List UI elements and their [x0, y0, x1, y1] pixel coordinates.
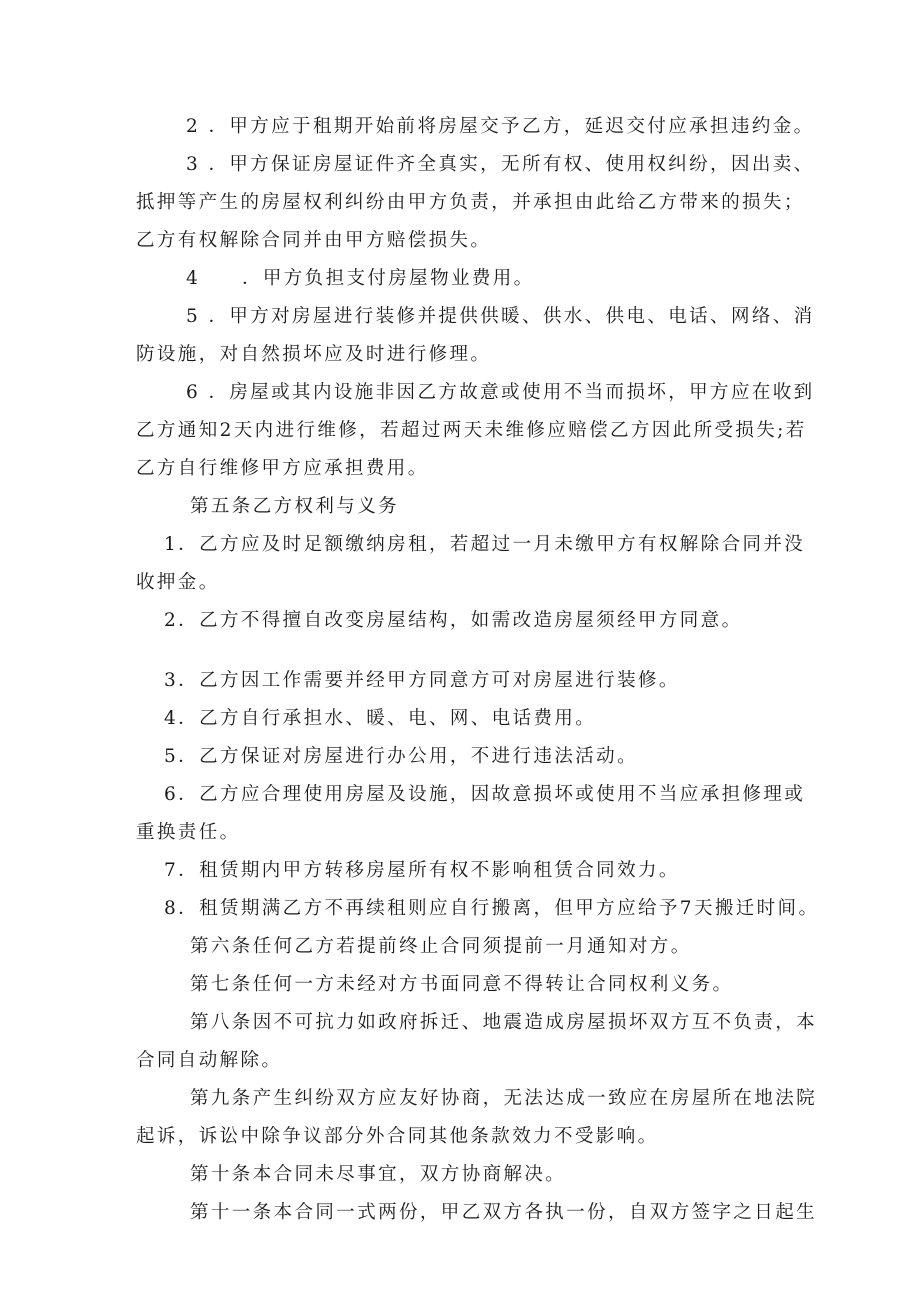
clause-line: 8．租赁期满乙方不再续租则应自行搬离，但甲方应给予7天搬迁时间。 [164, 898, 820, 919]
article-line: 第十条本合同未尽事宜，双方协商解决。 [190, 1164, 567, 1185]
document-page [136, 108, 820, 1232]
clause-line: 防设施，对自然损坏应及时进行修理。 [136, 344, 492, 365]
clause-line: 乙方通知2天内进行维修，若超过两天未维修应赔偿乙方因此所受损失;若 [136, 420, 807, 441]
section-heading: 第五条乙方权利与义务 [190, 496, 400, 517]
clause-line: 3．乙方因工作需要并经甲方同意方可对房屋进行装修。 [164, 670, 680, 691]
clause-line: 4．乙方自行承担水、暖、电、网、电话费用。 [164, 708, 597, 729]
article-line: 第九条产生纠纷双方应友好协商，无法达成一致应在房屋所在地法院 [190, 1088, 818, 1109]
clause-line: 抵押等产生的房屋权利纠纷由甲方负责，并承担由此给乙方带来的损失； [136, 192, 805, 213]
clause-line: 乙方有权解除合同并由甲方赔偿损失。 [136, 230, 492, 251]
clause-line: 5．乙方保证对房屋进行办公用，不进行违法活动。 [164, 746, 638, 767]
clause-line: 收押金。 [136, 572, 220, 593]
clause-line: 3 ．甲方保证房屋证件齐全真实，无所有权、使用权纠纷，因出卖、 [186, 154, 815, 175]
clause-line: 4 ．甲方负担支付房屋物业费用。 [186, 268, 535, 289]
blank-gap [136, 640, 796, 662]
article-line: 第六条任何乙方若提前终止合同须提前一月通知对方。 [190, 936, 692, 957]
clause-line: 重换责任。 [136, 822, 241, 843]
clause-line: 乙方自行维修甲方应承担费用。 [136, 458, 429, 479]
clause-line: 6 ．房屋或其内设施非因乙方故意或使用不当而损坏，甲方应在收到 [186, 382, 815, 403]
clause-line: 1．乙方应及时足额缴纳房租，若超过一月未缴甲方有权解除合同并没 [164, 534, 806, 555]
clause-line: 7．租赁期内甲方转移房屋所有权不影响租赁合同效力。 [164, 860, 680, 881]
clause-line: 6．乙方应合理使用房屋及设施，因故意损坏或使用不当应承担修理或 [164, 784, 806, 805]
clause-line: 2 ．甲方应于租期开始前将房屋交予乙方，延迟交付应承担违约金。 [186, 116, 815, 137]
clause-line: 2．乙方不得擅自改变房屋结构，如需改造房屋须经甲方同意。 [164, 610, 743, 631]
clause-line: 合同自动解除。 [136, 1050, 283, 1071]
article-line: 第十一条本合同一式两份，甲乙双方各执一份，自双方签字之日起生 [190, 1202, 818, 1223]
article-line: 第八条因不可抗力如政府拆迁、地震造成房屋损坏双方互不负责，本 [190, 1012, 818, 1033]
clause-line: 5 ．甲方对房屋进行装修并提供供暖、供水、供电、电话、网络、消 [186, 306, 815, 327]
clause-line: 起诉，诉讼中除争议部分外合同其他条款效力不受影响。 [136, 1126, 659, 1147]
article-line: 第七条任何一方未经对方书面同意不得转让合同权利义务。 [190, 974, 734, 995]
